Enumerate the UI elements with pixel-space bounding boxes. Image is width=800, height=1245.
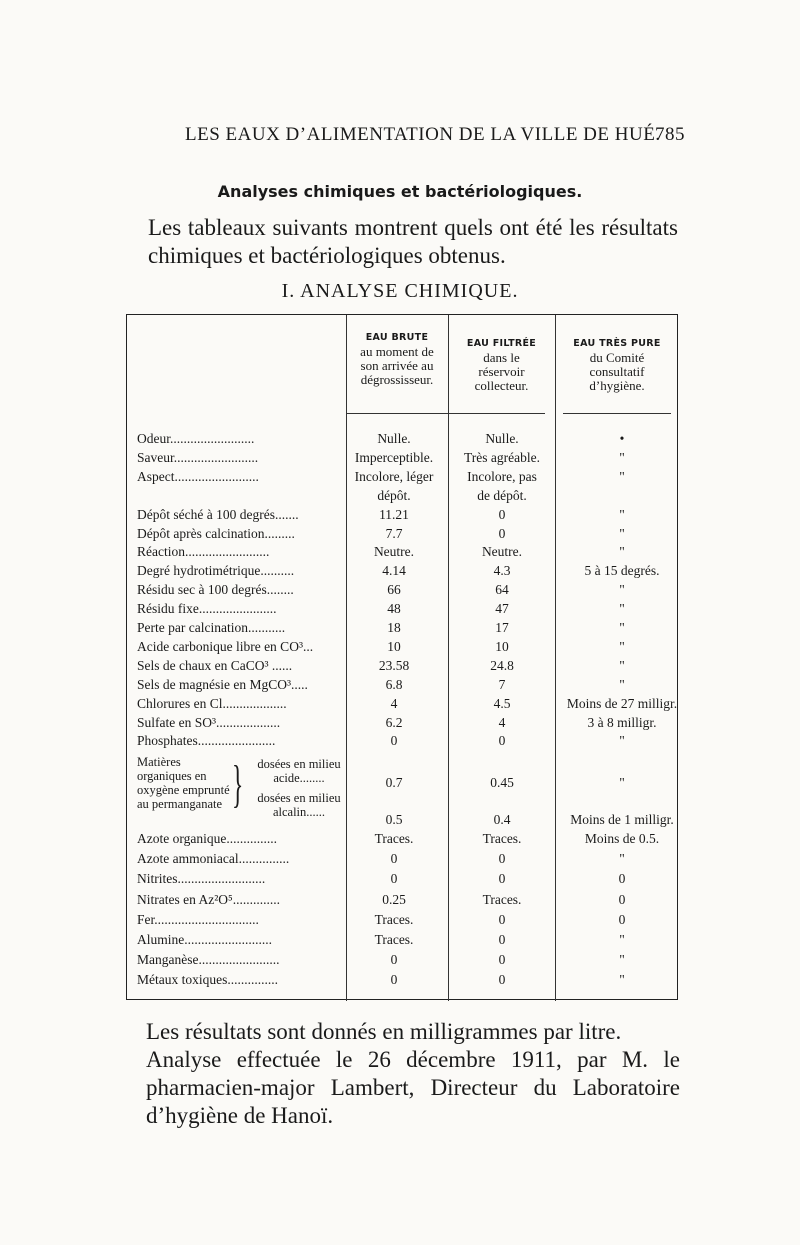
cell-pure: " bbox=[619, 449, 625, 465]
cell-pure: " bbox=[619, 601, 625, 617]
cell-raw: 0.5 bbox=[385, 812, 403, 827]
column-rule-1 bbox=[346, 315, 347, 1001]
row-label: Acide carbonique libre en CO³... bbox=[137, 638, 314, 654]
cell-raw: Traces. bbox=[374, 911, 414, 927]
cell-filtered: 0.4 bbox=[493, 812, 511, 827]
cell-pure: " bbox=[619, 544, 625, 560]
row-label: Fer............................... bbox=[137, 911, 259, 927]
cell-filtered: 10 bbox=[495, 638, 509, 654]
row-label: Métaux toxiques............... bbox=[137, 972, 278, 988]
row-label: Sulfate en SO³................... bbox=[137, 714, 281, 730]
cell-filtered: Neutre. bbox=[481, 544, 523, 560]
cell-pure: Moins de 1 milligr. bbox=[570, 812, 674, 827]
page-number: 785 bbox=[655, 124, 685, 145]
cell-filtered: 64 bbox=[495, 582, 509, 598]
row-label: Aspect......................... bbox=[137, 468, 259, 484]
cell-pure: " bbox=[619, 775, 625, 790]
matieres-organiques-block bbox=[137, 755, 347, 823]
cell-raw: 0 bbox=[390, 871, 398, 887]
cell-raw: 0 bbox=[390, 952, 398, 968]
row-label: Phosphates....................... bbox=[137, 733, 276, 749]
cell-raw: 4.14 bbox=[382, 563, 406, 579]
row-label: Résidu sec à 100 degrés........ bbox=[137, 582, 294, 598]
cell-pure: 0 bbox=[618, 871, 626, 887]
cell-filtered: 0 bbox=[498, 871, 506, 887]
cell-raw: 4 bbox=[390, 695, 398, 711]
cell-filtered: 0.45 bbox=[490, 775, 514, 790]
cell-pure: " bbox=[619, 676, 625, 692]
header-rule-1 bbox=[346, 413, 451, 414]
cell-raw: 10 bbox=[387, 638, 401, 654]
cell-pure: " bbox=[619, 525, 625, 541]
brace-icon: } bbox=[232, 756, 244, 813]
cell-filtered: 47 bbox=[495, 601, 509, 617]
cell-raw: 0.25 bbox=[382, 891, 406, 907]
alkaline-medium-label: dosées en milieu alcalin...... bbox=[257, 791, 341, 819]
column-header-raw-cap: EAU BRUTE bbox=[365, 332, 429, 343]
cell-raw: Neutre. bbox=[373, 544, 415, 560]
cell-filtered: 7 bbox=[498, 676, 506, 692]
cell-filtered: 4 bbox=[498, 714, 506, 730]
cell-raw: dépôt. bbox=[377, 487, 411, 503]
cell-filtered: 0 bbox=[498, 851, 506, 867]
row-label: Chlorures en Cl................... bbox=[137, 695, 287, 711]
row-label: Perte par calcination........... bbox=[137, 620, 286, 635]
row-label: Azote organique............... bbox=[137, 831, 277, 846]
cell-filtered: Incolore, pas bbox=[467, 468, 537, 484]
row-label: Saveur......................... bbox=[137, 449, 259, 465]
footer-text bbox=[146, 1018, 680, 1130]
cell-pure: • bbox=[619, 431, 625, 446]
cell-filtered: 0 bbox=[498, 525, 506, 541]
cell-raw: Traces. bbox=[374, 831, 414, 846]
cell-pure: " bbox=[619, 506, 625, 522]
cell-filtered: 4.3 bbox=[493, 563, 511, 579]
row-label: Nitrates en Az²O⁵.............. bbox=[137, 891, 280, 907]
cell-filtered: 24.8 bbox=[490, 657, 514, 673]
column-header-filtered-sub: dans le réservoir collecteur. bbox=[474, 350, 529, 393]
row-label: Résidu fixe....................... bbox=[137, 601, 277, 617]
cell-raw: 6.8 bbox=[385, 676, 403, 692]
row-label: Degré hydrotimétrique.......... bbox=[137, 563, 295, 579]
column-rule-2 bbox=[448, 315, 449, 1001]
cell-raw: 0.7 bbox=[385, 775, 403, 790]
cell-filtered: Traces. bbox=[482, 891, 522, 907]
cell-filtered: Traces. bbox=[482, 831, 522, 846]
column-header-pure-cap: EAU TRÈS PURE bbox=[573, 338, 661, 349]
cell-pure: 0 bbox=[618, 911, 626, 927]
cell-pure: Moins de 0.5. bbox=[584, 831, 660, 846]
cell-filtered: 0 bbox=[498, 911, 506, 927]
cell-filtered: Très agréable. bbox=[464, 449, 540, 465]
cell-pure: " bbox=[619, 620, 625, 635]
column-header-raw bbox=[346, 331, 448, 387]
cell-raw: 0 bbox=[390, 733, 398, 749]
cell-raw: Incolore, léger bbox=[354, 468, 434, 484]
cell-pure: 5 à 15 degrés. bbox=[584, 563, 660, 579]
cell-raw: 0 bbox=[390, 851, 398, 867]
cell-filtered: de dépôt. bbox=[477, 487, 527, 503]
row-label: Nitrites.......................... bbox=[137, 871, 266, 887]
column-rule-3 bbox=[555, 315, 556, 1001]
column-header-pure bbox=[555, 337, 679, 393]
row-label: Dépôt séché à 100 degrés....... bbox=[137, 506, 299, 522]
cell-raw: 6.2 bbox=[385, 714, 403, 730]
cell-pure: " bbox=[619, 468, 625, 484]
column-header-pure-sub: du Comité consultatif d’hygiène. bbox=[589, 350, 645, 393]
column-header-raw-sub: au moment de son arrivée au dégrossisseur. bbox=[360, 344, 434, 387]
cell-raw: Traces. bbox=[374, 932, 414, 947]
table-title: I. ANALYSE CHIMIQUE. bbox=[281, 280, 519, 302]
header-rule-3 bbox=[563, 413, 671, 414]
cell-pure: " bbox=[619, 972, 625, 988]
cell-pure: 3 à 8 milligr. bbox=[587, 714, 657, 730]
footer-line-analysis: Analyse effectuée le 26 décembre 1911, par M. le pharmacien-major Lambert, Directeur du Laboratoire d’hygiène de Hanoï. bbox=[146, 1047, 680, 1128]
cell-filtered: Nulle. bbox=[485, 431, 519, 446]
cell-raw: 7.7 bbox=[385, 525, 403, 541]
row-label: Sels de chaux en CaCO³ ...... bbox=[137, 657, 293, 673]
running-header bbox=[185, 124, 685, 146]
cell-filtered: 0 bbox=[498, 506, 506, 522]
cell-pure: Moins de 27 milligr. bbox=[566, 695, 678, 711]
cell-filtered: 0 bbox=[498, 972, 506, 988]
cell-pure: " bbox=[619, 952, 625, 968]
row-label: Manganèse........................ bbox=[137, 952, 280, 968]
intro-paragraph: Les tableaux suivants montrent quels ont été les résultats chimiques et bactériologiques obtenus. bbox=[148, 215, 678, 268]
cell-filtered: 0 bbox=[498, 952, 506, 968]
row-label: Sels de magnésie en MgCO³..... bbox=[137, 676, 308, 692]
section-title: Analyses chimiques et bactériologiques. bbox=[217, 182, 583, 201]
column-header-filtered bbox=[448, 337, 555, 393]
column-header-filtered-cap: EAU FILTRÉE bbox=[466, 338, 537, 349]
header-rule-2 bbox=[448, 413, 545, 414]
cell-raw: Nulle. bbox=[377, 431, 411, 446]
cell-pure: " bbox=[619, 657, 625, 673]
row-label: Dépôt après calcination......... bbox=[137, 525, 295, 541]
cell-raw: 23.58 bbox=[378, 657, 410, 673]
cell-filtered: 0 bbox=[498, 932, 506, 947]
row-label: Réaction......................... bbox=[137, 544, 270, 560]
cell-pure: " bbox=[619, 582, 625, 598]
cell-pure: " bbox=[619, 851, 625, 867]
analysis-table bbox=[126, 314, 678, 1000]
cell-pure: " bbox=[619, 733, 625, 749]
cell-raw: 66 bbox=[387, 582, 401, 598]
cell-filtered: 0 bbox=[498, 733, 506, 749]
cell-raw: Imperceptible. bbox=[354, 449, 434, 465]
cell-filtered: 4.5 bbox=[493, 695, 511, 711]
cell-pure: 0 bbox=[618, 891, 626, 907]
row-label: Azote ammoniacal............... bbox=[137, 851, 290, 867]
acid-medium-label: dosées en milieu acide........ bbox=[257, 757, 341, 785]
footer-line-units: Les résultats sont donnés en milligrammes par litre. bbox=[146, 1019, 622, 1044]
matieres-label: Matières organiques en oxygène emprunté au permanganate bbox=[137, 755, 230, 811]
cell-raw: 0 bbox=[390, 972, 398, 988]
running-title: LES EAUX D’ALIMENTATION DE LA VILLE DE HUÉ. bbox=[185, 124, 661, 145]
cell-pure: " bbox=[619, 638, 625, 654]
cell-pure: " bbox=[619, 932, 625, 947]
row-label: Alumine.......................... bbox=[137, 932, 272, 947]
cell-raw: 18 bbox=[387, 620, 401, 635]
row-label: Odeur......................... bbox=[137, 431, 255, 446]
cell-raw: 11.21 bbox=[379, 506, 409, 522]
cell-filtered: 17 bbox=[495, 620, 509, 635]
cell-raw: 48 bbox=[387, 601, 401, 617]
